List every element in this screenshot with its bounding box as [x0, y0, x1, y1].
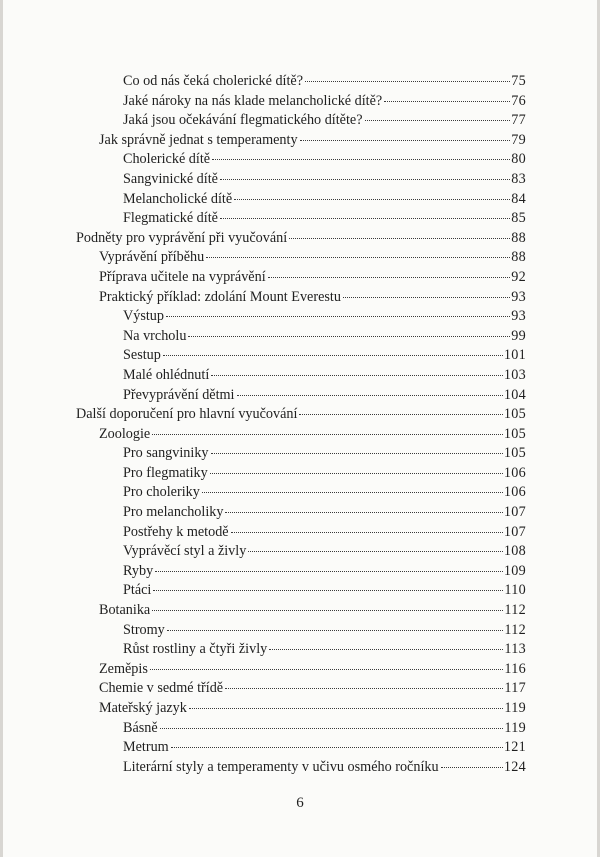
toc-entry-page: 106	[503, 464, 526, 481]
dot-leader	[210, 473, 503, 474]
toc-entry-title: Mateřský jazyk	[99, 700, 187, 716]
dot-leader	[152, 610, 503, 611]
toc-entry-title: Melancholické dítě	[123, 190, 233, 207]
toc-entry-page: 85	[511, 210, 526, 227]
dot-leader	[166, 316, 510, 317]
toc-entry	[76, 111, 526, 131]
dot-leader	[167, 630, 504, 631]
toc-entry-page: 119	[504, 700, 526, 716]
toc-entry-title: Chemie v sedmé třídě	[99, 680, 224, 697]
toc-entry	[76, 366, 526, 386]
toc-entry-page: 76	[511, 92, 526, 109]
toc-entry	[76, 248, 526, 268]
dot-leader	[220, 179, 510, 180]
toc-entry	[76, 660, 526, 680]
toc-entry-title: Vyprávění příběhu	[99, 249, 205, 266]
toc-entry-title: Zoologie	[99, 425, 151, 442]
toc-entry-page: 99	[511, 327, 526, 344]
toc-entry-page: 108	[503, 543, 526, 560]
toc-entry	[76, 288, 526, 308]
toc-entry-title: Podněty pro vyprávění při vyučování	[76, 229, 288, 246]
dot-leader	[163, 355, 503, 356]
dot-leader	[152, 434, 503, 435]
toc-entry-page: 104	[503, 386, 526, 403]
toc-entry	[76, 562, 526, 582]
toc-entry-title: Pro melancholiky	[123, 504, 224, 521]
dot-leader	[231, 532, 503, 533]
toc-entry	[76, 699, 526, 719]
toc-entry-title: Sestup	[123, 347, 161, 364]
toc-entry-title: Ptáci	[123, 582, 152, 599]
dot-leader	[206, 257, 510, 258]
toc-entry-page: 116	[504, 660, 526, 677]
toc-entry	[76, 679, 526, 699]
toc-entry	[76, 444, 526, 464]
toc-entry-title: Metrum	[123, 739, 169, 756]
toc-entry-page: 112	[504, 621, 526, 638]
toc-entry-page: 119	[504, 719, 526, 736]
toc-entry-title: Praktický příklad: zdolání Mount Everestu	[99, 288, 341, 305]
toc-entry	[76, 581, 526, 601]
dot-leader	[237, 395, 503, 396]
toc-entry	[76, 640, 526, 660]
toc-entry-page: 103	[503, 366, 526, 383]
toc-entry-page: 88	[511, 249, 526, 266]
toc-entry	[76, 542, 526, 562]
toc-entry-title: Co od nás čeká cholerické dítě?	[123, 73, 304, 89]
toc-entry-page: 121	[503, 739, 526, 756]
toc-entry-title: Postřehy k metodě	[123, 523, 229, 540]
toc-entry-page: 112	[504, 602, 526, 619]
toc-entry-page: 101	[503, 347, 526, 364]
toc-entry-title: Další doporučení pro hlavní vyučování	[76, 406, 298, 423]
dot-leader	[155, 571, 503, 572]
toc-entry-title: Pro sangviniky	[123, 445, 209, 462]
dot-leader	[150, 669, 503, 670]
dot-leader	[289, 238, 510, 239]
toc-entry-title: Stromy	[123, 621, 165, 638]
toc-entry	[76, 503, 526, 523]
dot-leader	[225, 512, 502, 513]
dot-leader	[202, 492, 503, 493]
toc-entry	[76, 425, 526, 445]
toc-entry	[76, 131, 526, 151]
table-of-contents	[76, 72, 526, 777]
toc-entry-page: 105	[503, 406, 526, 423]
toc-entry-page: 80	[511, 151, 526, 168]
toc-entry-title: Pro choleriky	[123, 484, 200, 501]
dot-leader	[248, 551, 502, 552]
toc-entry	[76, 758, 526, 778]
toc-entry	[76, 523, 526, 543]
dot-leader	[269, 649, 503, 650]
page-number: 6	[296, 795, 304, 811]
toc-entry	[76, 229, 526, 249]
toc-entry-title: Na vrcholu	[123, 327, 187, 344]
toc-entry	[76, 92, 526, 112]
toc-entry	[76, 268, 526, 288]
toc-entry-title: Jaké nároky na nás klade melancholické dítě?	[123, 92, 383, 109]
toc-entry-page: 83	[511, 170, 526, 187]
dot-leader	[220, 218, 510, 219]
toc-entry	[76, 405, 526, 425]
toc-entry-page: 113	[504, 641, 526, 658]
toc-entry	[76, 150, 526, 170]
toc-entry	[76, 209, 526, 229]
dot-leader	[225, 688, 503, 689]
dot-leader	[384, 101, 510, 102]
dot-leader	[305, 81, 510, 82]
dot-leader	[212, 159, 510, 160]
toc-entry-title: Sangvinické dítě	[123, 170, 218, 187]
toc-entry-page: 105	[503, 425, 526, 442]
dot-leader	[299, 414, 502, 415]
toc-entry	[76, 464, 526, 484]
toc-entry-title: Literární styly a temperamenty v učivu osmého ročníku	[123, 758, 439, 775]
toc-entry-page: 77	[511, 112, 526, 129]
dot-leader	[153, 590, 503, 591]
toc-entry-title: Cholerické dítě	[123, 151, 211, 168]
toc-entry-page: 84	[511, 190, 526, 207]
toc-entry-page: 105	[503, 445, 526, 462]
toc-entry-page: 117	[504, 680, 526, 697]
toc-entry	[76, 621, 526, 641]
toc-entry-title: Převyprávění dětmi	[123, 386, 235, 403]
toc-entry-page: 106	[503, 484, 526, 501]
dot-leader	[188, 336, 510, 337]
toc-entry-title: Zeměpis	[99, 660, 148, 677]
dot-leader	[441, 767, 503, 768]
toc-entry	[76, 601, 526, 621]
toc-entry-page: 79	[511, 131, 526, 148]
toc-entry-title: Malé ohlédnutí	[123, 366, 210, 383]
toc-entry-page: 93	[511, 288, 526, 305]
toc-entry-title: Růst rostliny a čtyři živly	[123, 641, 268, 658]
toc-entry-title: Jak správně jednat s temperamenty	[99, 131, 298, 148]
dot-leader	[189, 708, 503, 709]
toc-entry-page: 110	[504, 582, 526, 599]
toc-entry-title: Pro flegmatiky	[123, 464, 208, 481]
toc-entry-page: 107	[503, 504, 526, 521]
dot-leader	[365, 120, 511, 121]
toc-entry-page: 124	[503, 758, 526, 775]
dot-leader	[160, 728, 504, 729]
toc-entry-page: 93	[511, 308, 526, 325]
toc-entry-page: 75	[511, 73, 526, 89]
toc-entry-title: Ryby	[123, 562, 154, 579]
dot-leader	[268, 277, 511, 278]
toc-entry-title: Básně	[123, 719, 158, 736]
toc-entry	[76, 307, 526, 327]
toc-entry-page: 88	[511, 229, 526, 246]
toc-entry-page: 92	[511, 268, 526, 285]
dot-leader	[343, 297, 510, 298]
toc-entry	[76, 386, 526, 406]
toc-entry-title: Jaká jsou očekávání flegmatického dítěte?	[123, 112, 363, 129]
toc-entry	[76, 738, 526, 758]
toc-entry	[76, 327, 526, 347]
dot-leader	[211, 453, 503, 454]
toc-entry	[76, 170, 526, 190]
dot-leader	[300, 140, 511, 141]
page-edge-left	[0, 0, 3, 857]
dot-leader	[234, 199, 510, 200]
toc-entry	[76, 190, 526, 210]
toc-entry	[76, 719, 526, 739]
toc-entry-title: Výstup	[123, 308, 164, 325]
toc-entry-title: Flegmatické dítě	[123, 210, 218, 227]
toc-entry-title: Vyprávěcí styl a živly	[123, 543, 247, 560]
toc-entry	[76, 72, 526, 92]
toc-entry-page: 107	[503, 523, 526, 540]
toc-entry-page: 109	[503, 562, 526, 579]
dot-leader	[171, 747, 503, 748]
dot-leader	[211, 375, 503, 376]
toc-entry	[76, 483, 526, 503]
toc-entry	[76, 346, 526, 366]
toc-entry-title: Příprava učitele na vyprávění	[99, 268, 266, 285]
toc-entry-title: Botanika	[99, 602, 151, 619]
